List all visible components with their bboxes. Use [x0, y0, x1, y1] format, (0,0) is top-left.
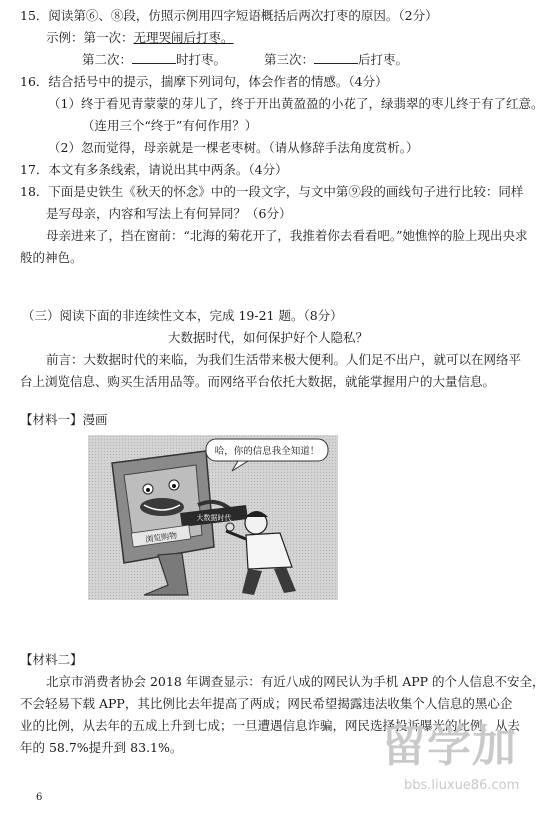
watermark-url: bbs.liuxue86.com — [404, 778, 520, 793]
q15-question: 15．阅读第⑥、⑧段，仿照示例用四字短语概括后两次打枣的原因。（2分） — [20, 8, 438, 23]
q15-second-line — [82, 52, 226, 68]
q16-item2: （2）忽而觉得，母亲就是一棵老枣树。（请从修辞手法角度赏析。） — [48, 140, 419, 155]
q15-second-suffix: 时打枣。 — [176, 52, 227, 67]
part3-preface-line1: 前言：大数据时代的来临，为我们生活带来极大便利。人们足不出户，就可以在网络平 — [46, 352, 522, 367]
q16-item1-line1: （1）终于看见青蒙蒙的芽儿了，终于开出黄盈盈的小花了，绿翡翠的枣儿终于有了红意。 — [48, 96, 544, 111]
q15-second-prefix: 第二次： — [82, 52, 133, 67]
q15-example-line — [46, 30, 234, 46]
q17-question: 17．本文有多条线索，请说出其中两条。（4分） — [20, 162, 288, 177]
q18-quote-line2: 般的神色。 — [20, 250, 83, 265]
part3-preface-line2: 台上浏览信息、购买生活用品等。而网络平台依托大数据，就能掌握用户的大量信息。 — [20, 374, 496, 389]
q15-example-answer: 无理哭闹后打枣。 — [133, 30, 234, 45]
material2-line2: 不会轻易下载 APP，其比例比去年提高了两成；网民希望揭露违法收集个人信息的黑心企 — [20, 696, 513, 711]
q15-third-blank — [314, 52, 358, 64]
q15-example-prefix: 示例：第一次： — [46, 30, 134, 45]
material2-line1: 北京市消费者协会 2018 年调查显示：有近八成的网民认为手机 APP 的个人信息不安全， — [46, 674, 545, 689]
q15-third-line — [264, 52, 408, 68]
q16-question: 16．结合括号中的提示，揣摩下列词句，体会作者的情感。（4分） — [20, 74, 388, 89]
q15-second-blank — [132, 52, 176, 64]
watermark-logo-text: 留学加 — [382, 721, 517, 772]
speech-bubble-text: 哈，你的信息我全知道！ — [214, 446, 320, 457]
q16-item1-line2: （连用三个“终于”有何作用？） — [82, 118, 258, 133]
q15-third-suffix: 后打枣。 — [358, 52, 409, 67]
part3-title: 大数据时代，如何保护好个人隐私？ — [168, 330, 369, 345]
banner-text: 大数据时代 — [196, 514, 232, 522]
q15-third-prefix: 第三次： — [264, 52, 315, 67]
q18-line1: 18．下面是史铁生《秋天的怀念》中的一段文字，与文中第⑨段的画线句子进行比较：同样 — [20, 184, 524, 199]
phone-icon — [226, 523, 234, 531]
part3-heading: （三）阅读下面的非连续性文本，完成 19-21 题。（8分） — [22, 308, 343, 323]
q18-line2: 是写母亲，内容和写法上有何异同？（6分） — [46, 206, 292, 221]
material2-line4: 年的 58.7%提升到 83.1%。 — [20, 740, 183, 755]
screen-label-text: 浏览购物 — [144, 530, 178, 545]
page-number: 6 — [36, 792, 43, 803]
material2-line3: 业的比例，从去年的五成上升到七成；一旦遭遇信息诈骗，网民选择投诉曝光的比例，从去 — [20, 718, 521, 733]
material2-label: 【材料二】 — [20, 652, 83, 667]
q18-quote-line1: 母亲进来了，挡在窗前：“北海的菊花开了，我推着你去看看吧。”她憔悴的脸上现出央求 — [46, 228, 528, 243]
privacy-cartoon-image — [88, 435, 338, 600]
site-watermark — [382, 722, 554, 818]
material1-label: 【材料一】漫画 — [20, 412, 108, 427]
